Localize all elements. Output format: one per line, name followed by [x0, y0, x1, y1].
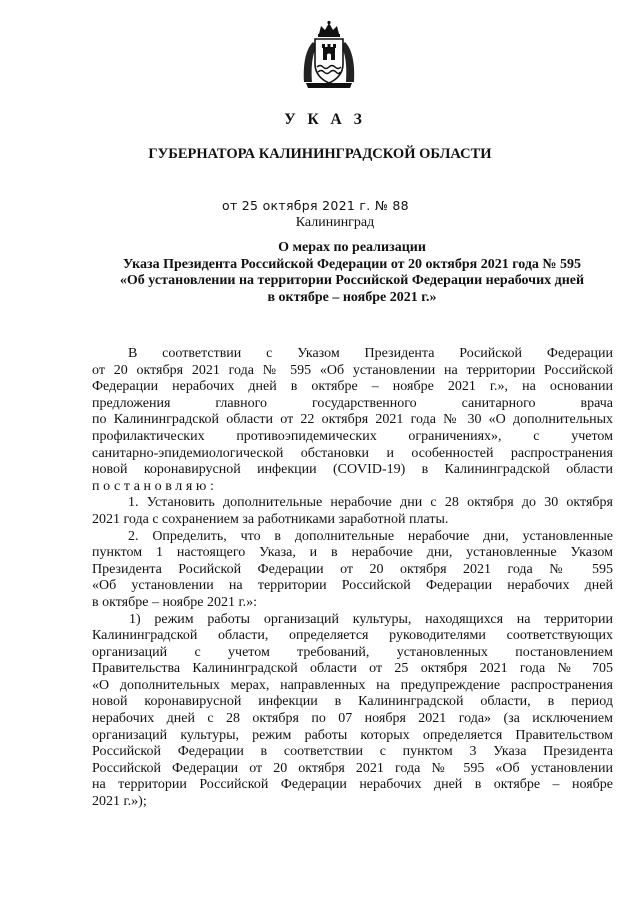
body-line: Калининградской области, определяется руководителями соответствующих	[92, 628, 613, 644]
body-line: Правительства Калининградской области от 25 октября 2021 года № 705	[92, 661, 613, 677]
body-line: санитарно-эпидемиологической обстановки и особенностей распространения	[92, 445, 613, 461]
body-line: «О дополнительных мерах, направленных на предупреждение распространения	[92, 677, 613, 693]
body-line: по Калининградской области от 22 октября 2021 года № 30 «О дополнительных	[92, 412, 613, 428]
body-line: 2021 года с сохранением за работниками заработной платы.	[92, 511, 449, 527]
issuer-title: ГУБЕРНАТОРА КАЛИНИНГРАДСКОЙ ОБЛАСТИ	[148, 146, 492, 162]
subject-line: «Об установлении на территории Российской Федерации нерабочих дней	[119, 273, 585, 289]
body-line-decree-verb: постановляю:	[92, 478, 218, 494]
decree-body	[92, 346, 613, 811]
body-line: предложения главного государственного санитарного врача	[92, 395, 613, 411]
body-line: на территории Российской Федерации нерабочих дней в октябре – ноябре	[92, 777, 613, 793]
subject-line: О мерах по реализации	[278, 240, 426, 255]
decree-title: У К А З	[284, 111, 366, 128]
body-line: Федерации нерабочих дней в октябре – ноябре 2021 г.», на основании	[92, 379, 613, 395]
body-line: 1. Установить дополнительные нерабочие дни с 28 октября до 30 октября	[128, 495, 613, 511]
coat-of-arms-emblem	[300, 20, 358, 90]
body-line: организаций культуры, режим работы которых определяется Правительством	[92, 727, 613, 743]
body-line: Российской Федерации от 20 октября 2021 года № 595 «Об установлении	[92, 760, 613, 776]
body-line: профилактических противоэпидемических ограничениях», с учетом	[92, 428, 613, 444]
body-line: 1) режим работы организаций культуры, находящихся на территории	[129, 611, 613, 627]
body-line: Президента Росийской Федерации от 20 октября 2021 года № 595	[92, 561, 613, 577]
body-line: нерабочих дней с 28 октября по 07 ноября 2021 года» (за исключением	[92, 711, 613, 727]
body-line: от 20 октября 2021 года № 595 «Об установлении на территории Российской	[92, 362, 613, 378]
body-line: В соответствии с Указом Президента Росийской Федерации	[128, 346, 613, 361]
body-line: Российской Федерации в соответствии с пунктом 3 Указа Президента	[92, 744, 613, 760]
body-line: организаций с учетом требований, установленных постановлением	[92, 644, 613, 660]
decree-subject	[92, 240, 612, 306]
subject-line: в октябре – ноябре 2021 г.»	[267, 289, 437, 305]
body-line: в октябре – ноябре 2021 г.»:	[92, 594, 257, 610]
body-line: пунктом 1 настоящего Указа, и в нерабочие дни, установленные Указом	[92, 545, 613, 561]
body-line: 2021 г.»);	[92, 794, 147, 810]
body-line: новой коронавирусной инфекции в Калининградской области, в период	[92, 694, 613, 710]
body-line: «Об установлении на территории Российской Федерации нерабочих дней	[92, 578, 613, 594]
body-line: новой коронавирусной инфекции (COVID-19) в Калининградской области	[92, 462, 613, 478]
body-line: 2. Определить, что в дополнительные нерабочие дни, установленные	[128, 528, 613, 544]
date-and-number: от 25 октября 2021 г. № 88	[222, 198, 409, 213]
city-name: Калининград	[295, 215, 375, 230]
subject-line: Указа Президента Российской Федерации от 20 октября 2021 года № 595	[122, 256, 581, 272]
